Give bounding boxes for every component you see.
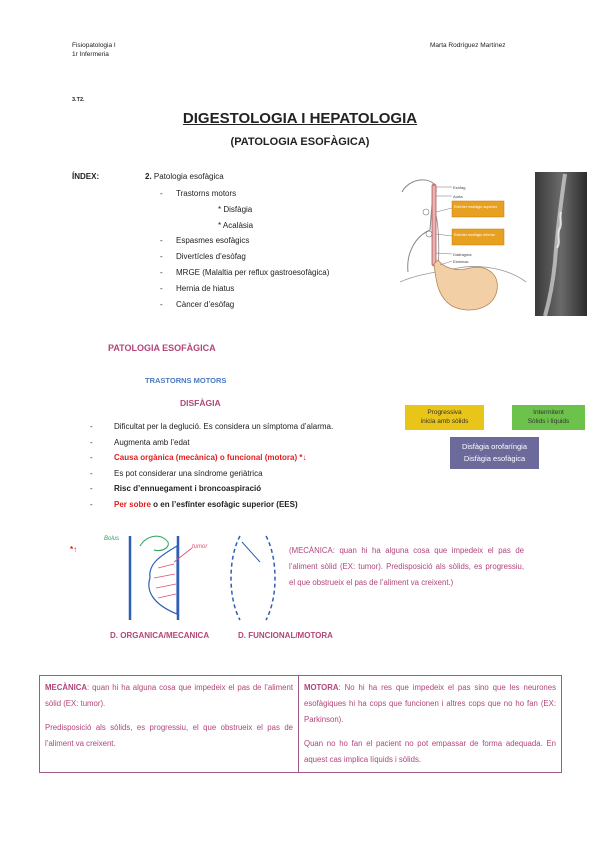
table-cell-mecanica: MECÀNICA: quan hi ha alguna cosa que impedeix el pas de l’aliment sòlid (EX: tumor). Predisposició als sòlids, es progressiu, el que obstrueix el pas de l’aliment va creixent. [40, 676, 299, 772]
mecanica-label: MECÀNICA [45, 683, 88, 692]
list-item: - Dificultat per la deglució. Es considera un símptoma d’alarma. [90, 422, 334, 431]
list-item: * Acalàsia [218, 220, 254, 230]
comparison-table [39, 675, 562, 773]
index-heading [145, 172, 224, 181]
esophagus-anatomy-figure [398, 172, 528, 324]
index-heading-text: Patologia esofàgica [153, 172, 224, 181]
bolus-outline [140, 536, 168, 550]
section-subheading: TRASTORNS MOTORS [145, 376, 227, 385]
anatomy-label: Esòfag [453, 185, 466, 190]
list-item: - Augmenta amb l’edat [90, 437, 190, 447]
diagram-marker: *↑ [70, 545, 78, 554]
list-item: - Divertícles d’esòfag [160, 252, 246, 262]
handwritten-bolus-label: Bolus [104, 536, 120, 542]
motora-label: MOTORA [304, 683, 339, 692]
xray-image [535, 172, 587, 316]
index-label: ÍNDEX: [72, 172, 100, 181]
page-subtitle: (PATOLOGIA ESOFÀGICA) [230, 136, 370, 148]
list-item: - Càncer d’esòfag [160, 299, 235, 309]
table-cell-motora: MOTORA: No hi ha res que impedeix el pas sino que les neurones esofàgiques hi ha cops que funcionen i altres cops que no ho fan (EX: Parkinson). Quan no ho fan el pacient no pot empassar de forma adequada. En aquest cas implica líquids i sòlids. [304, 683, 556, 764]
disfagia-bullets [90, 419, 333, 512]
index-list [160, 186, 329, 312]
list-item: - Hernia de hiatus [160, 283, 235, 293]
topic-heading: DISFÀGIA [180, 398, 221, 408]
list-item: - MRGE (Malaltia per reflux gastroesofàgica) [160, 267, 330, 277]
course-year: 1r Infermeria [72, 51, 109, 58]
eei-label-box [452, 229, 504, 245]
list-item: * Disfàgia [218, 204, 253, 214]
topic-code: 3.T2. [72, 97, 85, 103]
anatomy-label: Esfínter esofàgic inferior [454, 233, 495, 237]
author-name: Marta Rodríguez Martínez [430, 42, 506, 49]
caption-organica: D. ORGANICA/MECANICA [110, 631, 210, 640]
esophagus-diagram [100, 528, 280, 624]
side-note: (MECÀNICA: quan hi ha alguna cosa que impedeix el pas de l’aliment sòlid (EX: tumor). Predisposició als sòlids, es progressiu, el que obstrueix el pas de l’aliment va creixent.) [289, 546, 524, 587]
list-item: - Trastorns motors [160, 189, 237, 198]
caption-funcional: D. FUNCIONAL/MOTORA [238, 631, 333, 640]
anatomy-label: Esfínter esofàgic superior [454, 205, 498, 209]
anatomy-label: Aorta [453, 194, 463, 199]
page-title: DIGESTOLOGIA I HEPATOLOGIA [182, 110, 418, 127]
anatomy-label: Diafragma [453, 252, 472, 257]
list-item: - Es pot considerar una síndrome geriàtrica [90, 468, 263, 478]
index-number: 2. [145, 172, 152, 181]
intermittent-box: Intermitent Sòlids i líquids [512, 405, 585, 430]
functional-right-wall [266, 536, 275, 620]
handwritten-tumor-label: tumor [192, 544, 208, 550]
list-item: - Risc d’ennuegament i broncoaspiració [90, 484, 262, 493]
section-heading: PATOLOGIA ESOFÀGICA [108, 343, 216, 353]
list-item: - Per sobre o en l’esfínter esofàgic superior (EES) [90, 499, 298, 509]
list-item: - Causa orgànica (mecànica) o funcional (motora) *↓ [90, 453, 307, 462]
ees-label-box [452, 201, 504, 217]
header-left [72, 41, 116, 59]
list-item: - Espasmes esofàgics [160, 236, 250, 246]
tumor-hatch [154, 564, 176, 598]
anatomy-label: Estómac [453, 259, 469, 264]
dysphagia-type-box: Disfàgia orofaríngia Disfàgia esofàgica [450, 437, 539, 469]
course-name: Fisiopatologia I [72, 42, 116, 49]
progressive-box: Progressiva inicia amb sòlids [405, 405, 484, 430]
tumor-shape [149, 546, 177, 614]
functional-left-wall [231, 536, 240, 620]
